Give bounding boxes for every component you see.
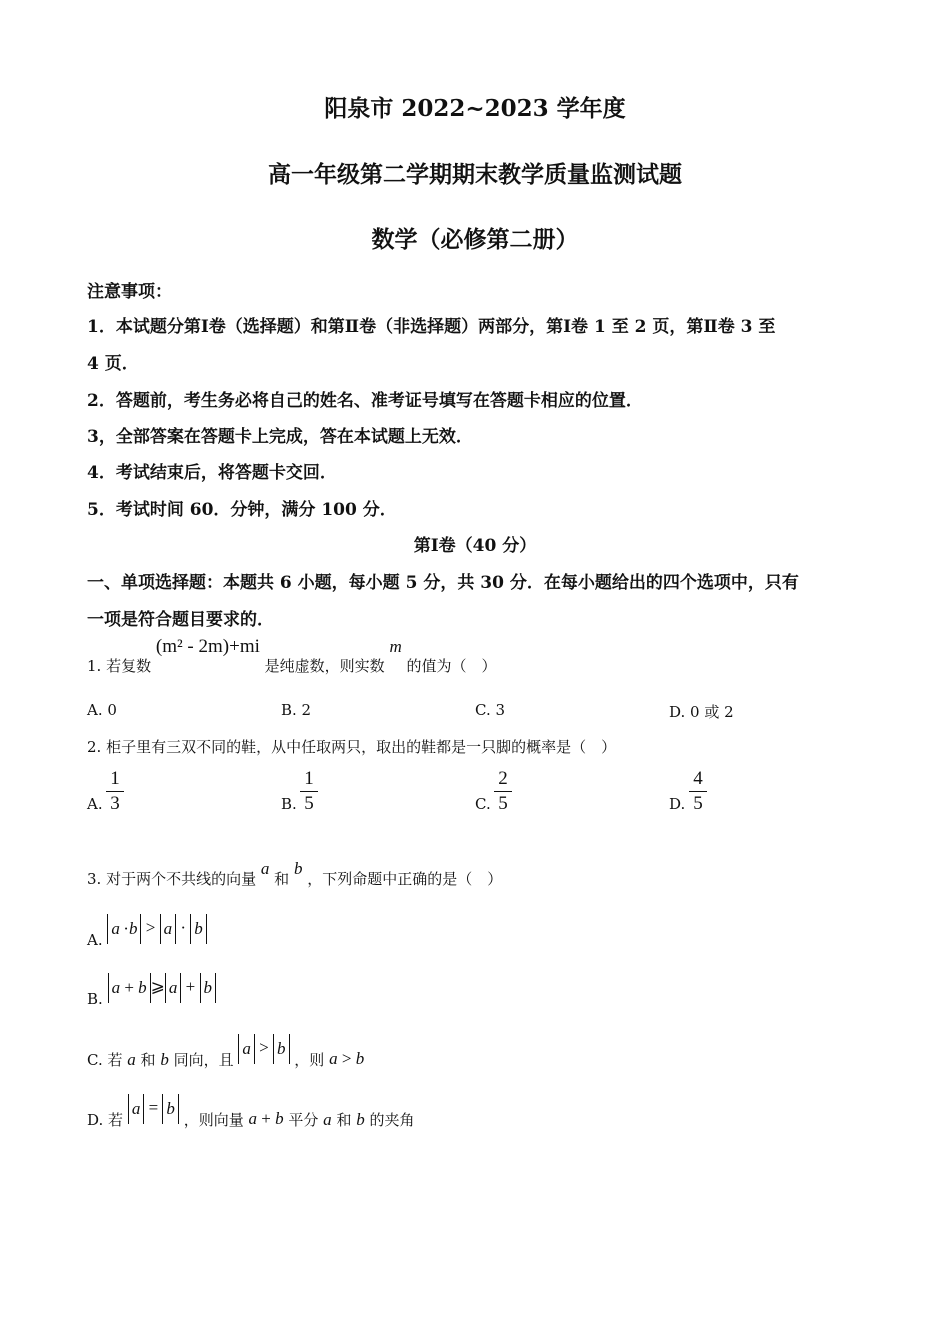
q1-prefix: 1. 若复数 [87, 657, 152, 675]
q2-d-denominator: 5 [693, 793, 703, 814]
q1-option-d: D. 0 或 2 [669, 703, 734, 721]
q3-prefix: 3. 对于两个不共线的向量 [87, 870, 257, 888]
section1-instructions-cont: 一项是符合题目要求的． [87, 610, 274, 630]
q2-option-c-label: C. [475, 795, 491, 813]
q3-option-a-label: A. [87, 931, 103, 949]
q3-option-d-label: D. 若 [87, 1111, 124, 1129]
q2-c-numerator: 2 [498, 768, 508, 789]
q2-d-numerator: 4 [693, 768, 703, 789]
q3-option-d-math-cond: a = b [128, 1094, 179, 1124]
exam-title-line2: 高一年级第二学期期末教学质量监测试题 [268, 161, 682, 188]
q2-option-d-fraction [689, 768, 707, 815]
question-2: 2. 柜子里有三双不同的鞋，从中任取两只，取出的鞋都是一只脚的概率是（ ） [87, 738, 617, 756]
q1-complex-expression: (m² - 2m)+mi [155, 636, 260, 657]
q3-option-d-then: ，则向量 [183, 1111, 244, 1129]
q1-option-c: C. 3 [475, 701, 506, 719]
q1-option-b: B. 2 [281, 701, 312, 719]
q3-option-a-math: a ·b > a · b [107, 914, 206, 944]
q3-option-c-and: 和 [140, 1051, 156, 1069]
q3-option-d-end: 的夹角 [369, 1111, 415, 1129]
q1-variable-m: m [389, 637, 402, 656]
q2-b-numerator: 1 [304, 768, 314, 789]
q3-option-b [87, 973, 216, 1007]
notice-item-2: 2．答题前，考生务必将自己的姓名、准考证号填写在答题卡相应的位置． [87, 391, 643, 411]
question-3 [87, 858, 502, 888]
q3-option-d-and: 和 [336, 1111, 352, 1129]
q2-option-a-label: A. [87, 795, 103, 813]
notice-item-1-cont: 4 页． [87, 354, 139, 374]
exam-subject-title: 数学（必修第二册） [371, 226, 579, 253]
q3-vector-a: a [260, 859, 270, 878]
exam-title-line1: 阳泉市 2022~2023 学年度 [324, 95, 626, 122]
q2-a-numerator: 1 [110, 768, 120, 789]
q3-vector-b: b [293, 859, 303, 878]
q3-option-b-label: B. [87, 990, 103, 1008]
notice-item-3: 3，全部答案在答题卡上完成，答在本试题上无效． [87, 427, 473, 447]
q3-option-c: C. 若 a 和 b 同向，且 a > b ，则 a > b [87, 1034, 364, 1068]
q2-b-denominator: 5 [304, 793, 314, 814]
q1-option-a: A. 0 [87, 701, 117, 719]
q3-option-d: D. 若 a = b ，则向量 a + b 平分 a 和 b 的夹角 [87, 1094, 415, 1128]
question-1 [87, 636, 497, 676]
part1-title: 第Ⅰ卷（40 分） [413, 536, 537, 556]
q1-suffix: 的值为（ ） [406, 657, 497, 675]
q3-option-c-math-result: a > b [329, 1049, 365, 1068]
q3-option-c-mid: 同向，且 [173, 1051, 234, 1069]
q2-option-a-fraction [106, 768, 124, 815]
section1-instructions: 一、单项选择题：本题共 6 小题，每小题 5 分，共 30 分．在每小题给出的四个选项中，只有 [87, 573, 799, 593]
notice-item-1: 1．本试题分第Ⅰ卷（选择题）和第Ⅱ卷（非选择题）两部分，第Ⅰ卷 1 至 2 页，第Ⅱ卷 3 至 [87, 317, 776, 337]
notice-item-4: 4．考试结束后，将答题卡交回． [87, 463, 337, 483]
q1-mid: 是纯虚数，则实数 [264, 657, 385, 675]
q3-option-d-sum: a + b [248, 1109, 284, 1128]
q2-option-b-fraction [300, 768, 318, 815]
q2-c-denominator: 5 [498, 793, 508, 814]
q2-option-c-fraction [494, 768, 512, 815]
q3-suffix: ，下列命题中正确的是（ ） [307, 870, 503, 888]
q2-option-b-label: B. [281, 795, 297, 813]
q3-option-b-math: a + b ⩾ a + b [108, 973, 216, 1003]
q2-a-denominator: 3 [110, 793, 120, 814]
q3-option-c-math-cond: a > b [238, 1034, 289, 1064]
notice-item-5: 5．考试时间 60．分钟，满分 100 分． [87, 500, 397, 520]
q3-and: 和 [274, 870, 290, 888]
q2-option-d-label: D. [669, 795, 686, 813]
q3-option-d-bisects: 平分 [288, 1111, 319, 1129]
notice-heading: 注意事项： [87, 282, 172, 302]
q3-option-c-then: ，则 [294, 1051, 325, 1069]
q3-option-c-label: C. 若 [87, 1051, 123, 1069]
q3-option-a [87, 914, 207, 948]
